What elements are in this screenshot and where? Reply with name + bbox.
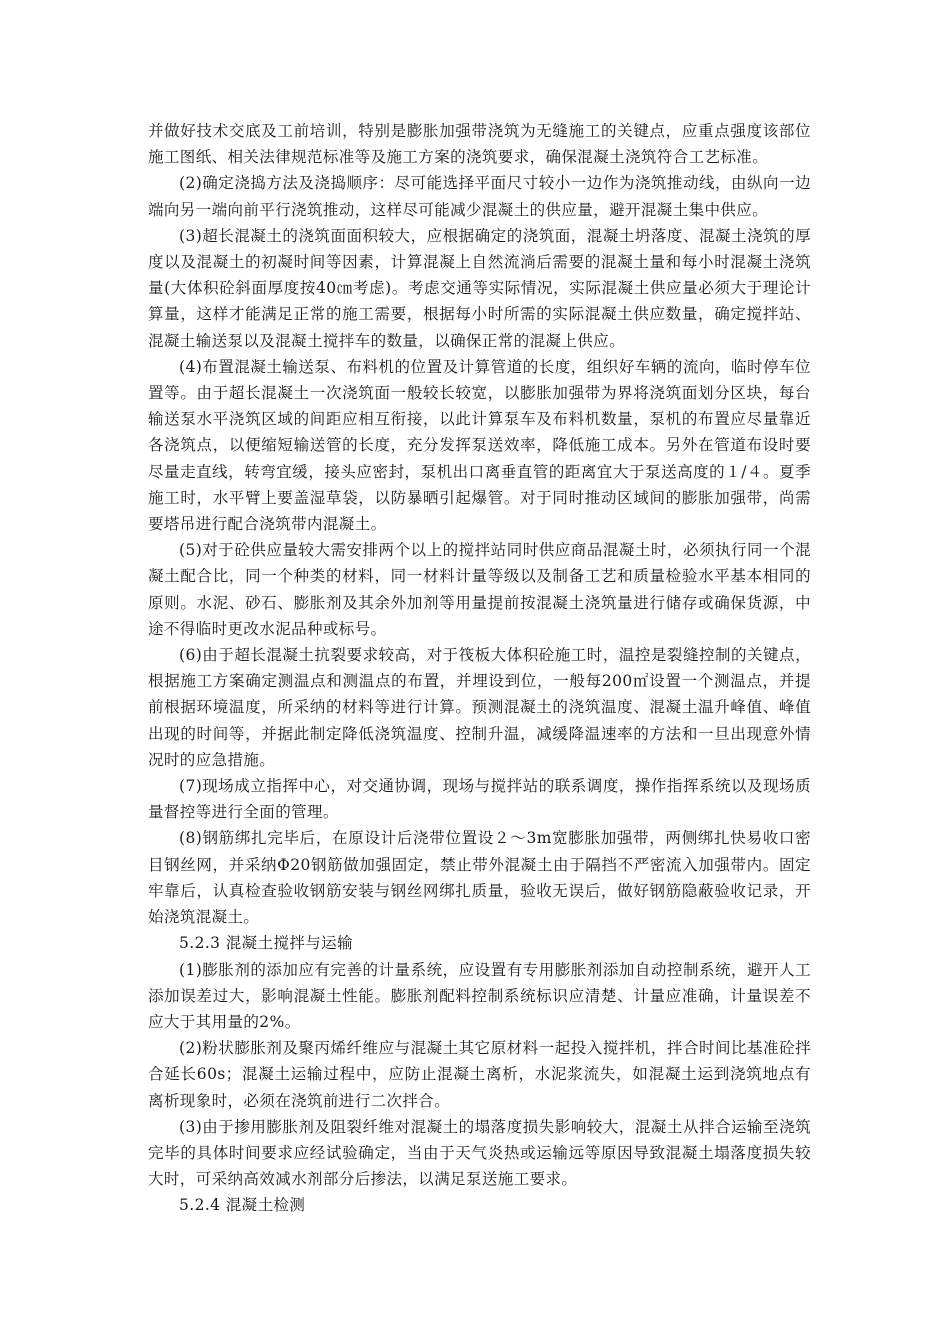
paragraph-item-2-pouring-method: (2)确定浇捣方法及浇捣顺序：尽可能选择平面尺寸较小一边作为浇筑推动线，由纵向一边端向另一端向前平行浇筑推动，这样尽可能减少混凝土的供应量，避开混凝土集中供应。 <box>148 174 811 219</box>
document-page <box>148 118 811 1219</box>
paragraph-item-7-command-center: (7)现场成立指挥中心，对交通协调，现场与搅拌站的联系调度，操作指挥系统以及现场质量督控等进行全面的管理。 <box>148 777 811 822</box>
paragraph-briefing-continuation: 并做好技术交底及工前培训，特别是膨胀加强带浇筑为无缝施工的关键点，应重点强度该部位施工图纸、相关法律规范标准等及施工方案的浇筑要求，确保混凝土浇筑符合工艺标准。 <box>148 122 811 167</box>
section-heading-5-2-4: 5.2.4 混凝土检测 <box>179 1196 306 1215</box>
paragraph-item-4-pump-layout: (4)布置混凝土输送泵、布料机的位置及计算管道的长度，组织好车辆的流向，临时停车位置等。由于超长混凝土一次浇筑面一般较长较宽，以膨胀加强带为界将浇筑面划分区块，每台输送泵水平浇筑区域的间距应相互衔接，以此计算泵车及布料机数量，泵机的布置应尽量靠近各浇筑点，以便缩短输送管的长度，充分发挥泵送效率，降低施工成本。另外在管道布设时要尽量走直线，转弯宜缓，接头应密封，泵机出口离垂直管的距离宜大于泵送高度的１/４。夏季施工时，水平臂上要盖湿草袋，以防暴晒引起爆管。对于同时推动区域间的膨胀加强带，尚需要塔吊进行配合浇筑带内混凝土。 <box>148 357 811 534</box>
paragraph-mixing-item-3: (3)由于掺用膨胀剂及阻裂纤维对混凝土的塌落度损失影响较大，混凝土从拌合运输至浇筑完毕的具体时间要求应经试验确定，当由于天气炎热或运输远等原因导致混凝土塌落度损失较大时，可采纳高效减水剂部分后掺法，以满足泵送施工要求。 <box>148 1117 811 1189</box>
paragraph-item-6-temperature-control: (6)由于超长混凝土抗裂要求较高，对于筏板大体积砼施工时，温控是裂缝控制的关键点，根据施工方案确定测温点和测温点的布置，并埋设到位，一般每200㎡设置一个测温点，并提前根据环境温度，所采纳的材料等进行计算。预测混凝土的浇筑温度、混凝土温升峰值、峰值出现的时间等，并据此制定降低浇筑温度、控制升温，减缓降温速率的方法和一旦出现意外情况时的应急措施。 <box>148 646 811 769</box>
paragraph-item-8-reinforcement: (8)钢筋绑扎完毕后，在原设计后浇带位置设２～3m宽膨胀加强带，两侧绑扎快易收口密目钢丝网，并采纳Φ20钢筋做加强固定，禁止带外混凝土由于隔挡不严密流入加强带内。固定牢靠后，认真检查验收钢筋安装与钢丝网绑扎质量，验收无误后，做好钢筋隐蔽验收记录，开始浇筑混凝土。 <box>148 829 811 927</box>
paragraph-mixing-item-1: (1)膨胀剂的添加应有完善的计量系统，应设置有专用膨胀剂添加自动控制系统，避开人工添加误差过大，影响混凝土性能。膨胀剂配料控制系统标识应清楚、计量应准确，计量误差不应大于其用量的2%。 <box>148 960 811 1031</box>
section-heading-5-2-3: 5.2.3 混凝土搅拌与运输 <box>179 934 353 953</box>
paragraph-item-5-mixing-stations: (5)对于砼供应量较大需安排两个以上的搅拌站同时供应商品混凝土时，必须执行同一个混凝土配合比，同一个种类的材料，同一材料计量等级以及制备工艺和质量检验水平基本相同的原则。水泥、砂石、膨胀剂及其余外加剂等用量提前按混凝土浇筑量进行储存或确保货源，中途不得临时更改水泥品种或标号。 <box>148 541 811 638</box>
paragraph-mixing-item-2: (2)粉状膨胀剂及聚丙烯纤维应与混凝土其它原材料一起投入搅拌机，拌合时间比基准砼拌合延长60s；混凝土运输过程中，应防止混凝土离析，水泥浆流失，如混凝土运到浇筑地点有离析现象时，必须在浇筑前进行二次拌合。 <box>148 1039 811 1110</box>
paragraph-item-3-pouring-volume: (3)超长混凝土的浇筑面面积较大，应根据确定的浇筑面，混凝土坍落度、混凝土浇筑的厚度以及混凝土的初凝时间等因素，计算混凝上自然流淌后需要的混凝土量和每小时混凝土浇筑量(大体积砼斜面厚度按40㎝考虑)。考虑交通等实际情况，实际混凝土供应量必须大于理论计算量，这样才能满足正常的施工需要，根据每小时所需的实际混凝土供应数量，确定搅拌站、混凝土输送泵以及混凝土搅拌车的数量，以确保正常的混凝上供应。 <box>148 226 811 350</box>
